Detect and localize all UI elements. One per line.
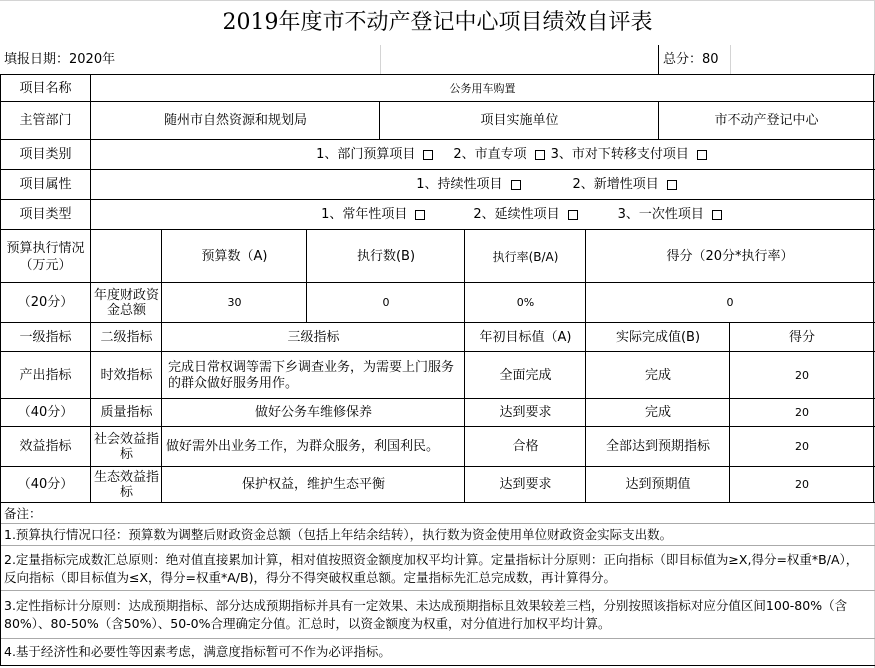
row3-target: 合格 xyxy=(512,439,539,454)
category-options xyxy=(91,140,874,170)
type-options xyxy=(91,200,874,230)
row1-actual: 完成 xyxy=(644,367,671,383)
impl-label: 项目实施单位 xyxy=(480,113,559,128)
row4-actual: 达到预期值 xyxy=(625,477,691,492)
budget-value-score: 0 xyxy=(726,296,734,309)
category-option-3: 3、市对下转移支付项目 xyxy=(550,147,689,162)
total-score: 总分：80 xyxy=(663,51,719,67)
header-level1: 一级指标 xyxy=(19,329,72,345)
dept-label: 主管部门 xyxy=(19,113,72,128)
header-level3: 三级指标 xyxy=(287,329,340,345)
checkbox[interactable] xyxy=(415,210,425,220)
category-label: 项目类别 xyxy=(19,147,72,162)
attribute-label: 项目属性 xyxy=(19,177,72,192)
budget-header-b: 执行数(B) xyxy=(356,248,416,264)
page-title: 2019年度市不动产登记中心项目绩效自评表 xyxy=(222,9,653,35)
type-option-1: 1、常年性项目 xyxy=(321,207,408,222)
fill-date: 填报日期：2020年 xyxy=(4,51,116,67)
row3-level2: 社会效益指标 xyxy=(93,432,159,462)
header-target: 年初目标值（A) xyxy=(479,329,572,345)
note-4: 4.基于经济性和必要性等因素考虑，满意度指标暂可不作为必评指标。 xyxy=(4,644,391,659)
row2-score: 20 xyxy=(795,406,809,419)
row3-actual: 全部达到预期指标 xyxy=(605,439,710,454)
budget-label: 预算执行情况（万元） xyxy=(6,240,85,273)
row3-level3: 做好需外出业务工作，为群众服务，利国利民。 xyxy=(166,439,440,454)
row4-target: 达到要求 xyxy=(499,477,552,492)
type-label: 项目类型 xyxy=(19,207,72,222)
budget-value-a: 30 xyxy=(227,296,242,309)
checkbox[interactable] xyxy=(697,150,707,160)
checkbox[interactable] xyxy=(667,180,677,190)
row4-level3: 保护权益，维护生态平衡 xyxy=(241,477,385,492)
checkbox[interactable] xyxy=(568,210,578,220)
row2-level2: 质量指标 xyxy=(100,405,153,420)
budget-header-score: 得分（20分*执行率） xyxy=(666,248,794,264)
category-option-2: 2、市直专项 xyxy=(453,147,527,162)
project-name-value: 公务用车购置 xyxy=(449,81,516,95)
type-option-3: 3、一次性项目 xyxy=(617,207,704,222)
budget-header-rate: 执行率(B/A) xyxy=(492,249,559,264)
budget-value-b: 0 xyxy=(382,296,390,309)
category-option-1: 1、部门预算项目 xyxy=(316,147,416,162)
notes-label: 备注： xyxy=(4,505,42,521)
fund-label: 年度财政资金总额 xyxy=(93,288,159,318)
output-score: （40分） xyxy=(17,405,74,420)
checkbox[interactable] xyxy=(535,150,545,160)
attribute-option-2: 2、新增性项目 xyxy=(572,177,659,192)
attribute-option-1: 1、持续性项目 xyxy=(416,177,503,192)
note-1: 1.预算执行情况口径：预算数为调整后财政资金总额（包括上年结余结转），执行数为资金使用单位财政资金实际支出数。 xyxy=(4,527,673,542)
row4-score: 20 xyxy=(795,478,809,491)
row1-score: 20 xyxy=(795,368,809,382)
row4-level2: 生态效益指标 xyxy=(93,470,159,500)
budget-value-rate: 0% xyxy=(516,296,535,309)
row2-target: 达到要求 xyxy=(499,405,552,420)
note-3: 3.定性指标计分原则：达成预期指标、部分达成预期指标并具有一定效果、未达成预期指标且效果较差三档，分别按照该指标对应分值区间100-80%（含80%）、80-50%（含50%）、50-0%合理确定分值。汇总时，以资金额度为权重，对分值进行加权平均计算。 xyxy=(4,598,848,631)
header-score: 得分 xyxy=(788,329,815,345)
budget-header-a: 预算数（A) xyxy=(201,248,268,264)
benefit-score: （40分） xyxy=(17,477,74,492)
project-name-label: 项目名称 xyxy=(19,80,72,96)
checkbox[interactable] xyxy=(423,150,433,160)
row2-actual: 完成 xyxy=(644,405,671,420)
budget-score: （20分） xyxy=(17,295,74,310)
checkbox[interactable] xyxy=(712,210,722,220)
attribute-options xyxy=(91,170,874,200)
row1-level2: 时效指标 xyxy=(100,367,153,383)
output-label: 产出指标 xyxy=(19,367,72,383)
impl-value: 市不动产登记中心 xyxy=(714,113,819,128)
dept-value: 随州市自然资源和规划局 xyxy=(163,113,307,128)
benefit-label: 效益指标 xyxy=(19,439,72,454)
type-option-2: 2、延续性项目 xyxy=(473,207,560,222)
note-2: 2.定量指标完成数汇总原则：绝对值直接累加计算，相对值按照资金额度加权平均计算。定量指标计分原则：正向指标（即目标值为≥X,得分=权重*B/A），反向指标（即目标值为≤X，得分=权重*A/B)，得分不得突破权重总额。定量指标先汇总完成数，再计算得分。 xyxy=(4,551,859,585)
row3-score: 20 xyxy=(795,440,809,453)
header-level2: 二级指标 xyxy=(100,329,153,345)
row1-target: 全面完成 xyxy=(499,367,552,383)
row1-level3: 完成日常权调等需下乡调查业务，为需要上门服务的群众做好服务用作。 xyxy=(168,359,455,391)
header-actual: 实际完成值(B) xyxy=(615,329,701,345)
checkbox[interactable] xyxy=(511,180,521,190)
row2-level3: 做好公务车维修保养 xyxy=(254,405,372,420)
